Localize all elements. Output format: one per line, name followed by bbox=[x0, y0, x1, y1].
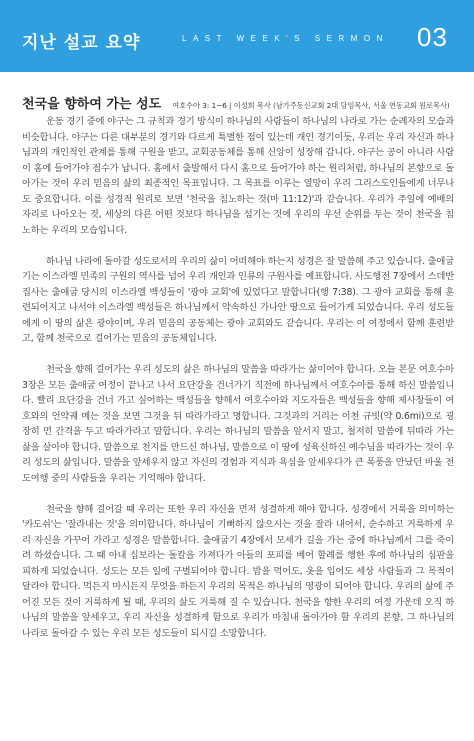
section-title: 지난 설교 요약 bbox=[22, 33, 141, 53]
paragraph: 천국을 향해 걸어갈 때 우리는 또한 우리 자신을 먼저 성결하게 해야 합니다. 성경에서 거룩을 의미하는 '카도쉬'는 '잘라내는 것'을 의미합니다. 하나님이 기뻐하지 않으시는 것을 잘라 내어서, 순수하고 거룩하게 우리 자신을 가꾸어 가라고 성경은 말씀합니다. 출애굽기 4장에서 모세가 길을 가는 중에 하나님께서 그를 죽이려 하셨습니다. 그 때 아내 십보라는 돌칼을 가져다가 아들의 포피를 베어 할례를 행한 후에 하나님의 심판을 피하게 되었습니다. 성도는 모든 일에 구별되어야 합니다. 밥을 먹어도, 옷을 입어도 세상 사람들과 그 목적이 달라야 합니다. 먹든지 마시든지 무엇을 하든지 우리의 목적은 하나님의 영광이 되어야 합니다. 우리의 삶에 주어진 모든 것이 거룩하게 될 때, 우리의 삶도 거룩해 질 수 있습니다. 천국을 향한 우리의 여정 가운데 오직 하나님의 말씀을 앞세우고, 우리 자신을 성결하게 함으로 우리가 마침내 돌아가야 할 우리의 본향, 그 하나님의 나라로 돌아갈 수 있는 우리 모든 성도들이 되시길 소망합니다. bbox=[22, 503, 454, 639]
sermon-title: 천국을 향하여 가는 성도 bbox=[22, 97, 162, 112]
sermon-heading bbox=[22, 93, 462, 112]
paragraph: 하나님 나라에 돌아갈 성도로서의 우리의 삶이 어떠해야 하는지 성경은 잘 말씀해 주고 있습니다. 출애굽기는 이스라엘 민족의 구원의 역사를 넘어 우리 개인과 인류의 구원사를 예표합니다. 사도행전 7장에서 스데반 집사는 출애굽 당시의 이스라엘 백성들이 '광야 교회'에 있었다고 말합니다(행 7:38). 그 광야 교회를 통해 훈련되어지고 나서야 이스라엘 백성들은 하나님께서 약속하신 가나안 땅으로 들어가게 되었습니다. 우리 성도들에게 이 땅의 삶은 광야이며, 우리 믿음의 공동체는 광야 교회와도 같습니다. 우리는 이 여정에서 함께 훈련받고, 함께 천국으로 걸어가는 믿음의 공동체입니다. bbox=[22, 255, 454, 344]
paragraph: 운동 경기 중에 야구는 그 규칙과 경기 방식이 하나님의 사람들이 하나님의 나라로 가는 순례자의 모습과 비슷합니다. 야구는 다른 대부분의 경기와 다르게 특별한 점이 있는데 개인 경기이듯, 우리는 우리 자신과 하나님과의 개인적인 관계를 통해 구원을 받고, 교회공동체를 통해 신앙이 성장해 갑니다. 야구는 공이 아니라 사람이 홈에 들어가야 점수가 납니다. 홈에서 출발해서 다시 홈으로 들어가야 하는 원리처럼, 하나님의 본향으로 돌아가는 것이 우리 믿음의 삶의 최종적인 목표입니다. 그 목표를 이루는 열망이 우리 그리스도인들에게 너무나도 중요합니다. 이를 성경적 원리로 보면 '천국을 침노하는 것(마 11:12)'과 같습니다. 우리가 주일에 예배의 자리로 나아오는 것, 세상의 다른 어떤 것보다 하나님을 섬기는 것에 우리의 우선 순위를 두는 것이 천국을 침노하는 우리의 모습입니다. bbox=[22, 116, 454, 236]
section-number: 03 bbox=[417, 22, 448, 52]
section-subtitle: LAST WEEK'S SERMON bbox=[182, 34, 389, 43]
paragraph: 천국을 향해 걸어가는 우리 성도의 삶은 하나님의 말씀을 따라가는 삶이어야 합니다. 오늘 본문 여호수아 3장은 모든 출애굽 여정이 끝나고 나서 요단강을 건너가기 직전에 하나님께서 여호수아를 통해 하신 말씀입니다. 빨리 요단강을 건너 가고 싶어하는 백성들을 향해서 여호수아와 지도자들은 백성들을 향해 제사장들이 여호와의 언약궤 메는 것을 보면 그것을 뒤 따라가라고 명합니다. 그것과의 거리는 이천 규빗(약 0.6mi)으로 굉장히 먼 간격을 두고 따라가라고 말합니다. 우리는 하나님의 말씀을 앞서지 말고, 철저히 말씀에 뒤따라 가는 삶을 살아야 합니다. 말씀으로 천지를 만드신 하나님, 말씀으로 이 땅에 성육신하신 예수님을 따라가는 것이 우리 성도의 삶입니다. 말씀을 앞세우지 않고 자신의 경험과 지식과 욕심을 앞세우다가 큰 폭풍을 만났던 바울 전도여행 중의 사람들을 우리는 기억해야 합니다. bbox=[22, 364, 454, 484]
header-banner bbox=[0, 0, 474, 72]
sermon-meta: 여호수아 3: 1~6 | 이성희 목사 (남가주동신교회 2대 담임목사, 서울 연동교회 원로목사) bbox=[172, 101, 450, 110]
sermon-body bbox=[22, 114, 454, 641]
